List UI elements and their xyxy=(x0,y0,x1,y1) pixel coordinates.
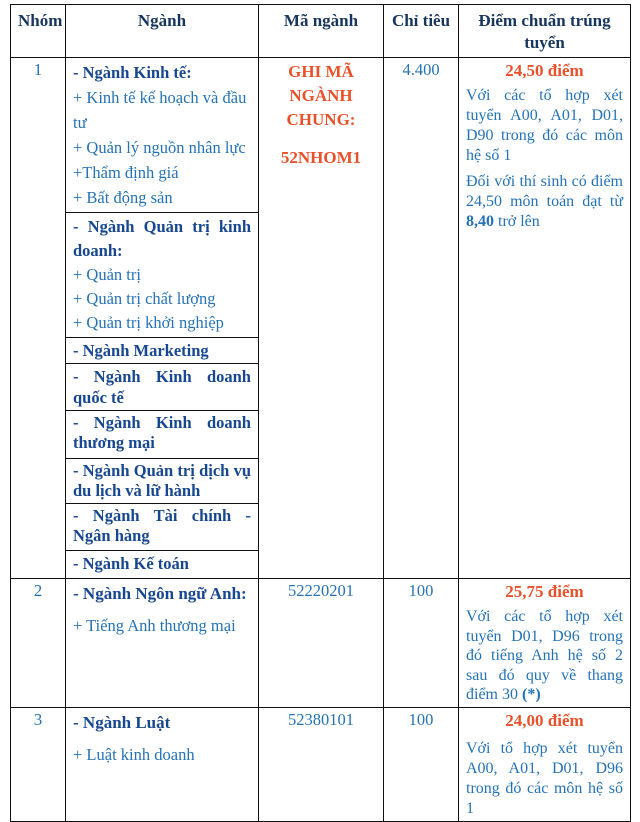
major-line: +Thẩm định giá xyxy=(73,163,179,182)
note-text: Với các tổ hợp xét tuyển D01, D96 trong đó tiếng Anh hệ số 2 sau đó quy về thang điểm 30 xyxy=(466,608,623,703)
row1-sub1 xyxy=(11,58,631,213)
major-code-cell-3: 52380101 xyxy=(259,707,384,821)
major-line: + Bất động sản xyxy=(73,188,173,207)
major-line: + Luật kinh doanh xyxy=(73,744,195,764)
group-number-3: 3 xyxy=(11,707,66,821)
score-cell-2 xyxy=(459,579,631,708)
major-title: - Ngành Kế toán xyxy=(73,554,189,573)
score-note xyxy=(466,172,623,232)
score-value: 24,00 điểm xyxy=(505,710,584,730)
quota-value-3: 100 xyxy=(384,707,459,821)
note-text: trở lên xyxy=(494,213,540,230)
major-code-cell-2: 52220201 xyxy=(259,579,384,708)
major-title: - Ngành Quản trị dịch vụ du lịch và lữ hành xyxy=(73,461,251,500)
major-cell-tcnh xyxy=(66,504,259,551)
major-title: - Ngành Kinh doanh thương mại xyxy=(73,413,251,452)
major-cell-luat xyxy=(66,707,259,821)
header-row xyxy=(11,5,631,58)
score-cell-1 xyxy=(459,58,631,579)
major-cell-kinh-te xyxy=(66,58,259,213)
score-note xyxy=(466,607,623,705)
admission-table xyxy=(10,4,631,822)
score-note: Với các tổ hợp xét tuyển A00, A01, D01, D90 trong đó các môn hệ số 1 xyxy=(466,87,623,164)
major-line: + Quản trị khởi nghiệp xyxy=(73,313,224,332)
major-cell-kdtm xyxy=(66,411,259,459)
header-group: Nhóm xyxy=(11,5,66,58)
note-bold-value: 8,40 xyxy=(466,213,494,230)
header-major: Ngành xyxy=(66,5,259,58)
major-code-cell-1 xyxy=(259,58,384,579)
score-note: Với tổ hợp xét tuyển A00, A01, D01, D96 trong đó các môn hệ số 1 xyxy=(466,739,623,817)
score-cell-3 xyxy=(459,707,631,821)
quota-value-2: 100 xyxy=(384,579,459,708)
major-title: - Ngành Kinh tế: xyxy=(73,63,192,82)
major-title: - Ngành Kinh doanh quốc tế xyxy=(73,367,251,407)
major-title: - Ngành Marketing xyxy=(73,341,209,360)
major-cell-ketoan xyxy=(66,551,259,579)
major-title: - Ngành Ngôn ngữ Anh: xyxy=(73,584,247,603)
major-title: - Ngành Quản trị kinh doanh: xyxy=(73,217,251,260)
score-value: 24,50 điểm xyxy=(505,61,584,80)
major-line: + Tiếng Anh thương mại xyxy=(73,616,236,635)
note-bold-value: (*) xyxy=(522,686,541,703)
code-value: 52NHOM1 xyxy=(280,148,362,167)
group-number-2: 2 xyxy=(11,579,66,708)
major-title: - Ngành Tài chính - Ngân hàng xyxy=(73,506,251,545)
major-cell-ngon-ngu-anh xyxy=(66,579,259,708)
header-code: Mã ngành xyxy=(259,5,384,58)
major-cell-kdqt xyxy=(66,364,259,411)
header-quota: Chỉ tiêu xyxy=(384,5,459,58)
major-cell-marketing xyxy=(66,338,259,364)
row3 xyxy=(11,707,631,821)
major-cell-dvdl xyxy=(66,459,259,504)
quota-value-1: 4.400 xyxy=(384,58,459,579)
major-line: + Quản trị chất lượng xyxy=(73,289,216,308)
major-title: - Ngành Luật xyxy=(73,712,171,732)
header-score: Điểm chuẩn trúng tuyển xyxy=(459,5,631,58)
major-cell-qtkd xyxy=(66,213,259,338)
score-value: 25,75 điểm xyxy=(505,582,584,601)
row2 xyxy=(11,579,631,708)
major-line: + Quản trị xyxy=(73,265,141,284)
group-number-1: 1 xyxy=(11,58,66,579)
major-line: + Quản lý nguồn nhân lực xyxy=(73,138,246,157)
major-line: + Kinh tế kế hoạch và đầu tư xyxy=(73,88,247,132)
code-label: GHI MÃ NGÀNH CHUNG: xyxy=(286,62,356,129)
note-text: Đối với thí sinh có điểm 24,50 môn toán đạt từ xyxy=(466,173,623,210)
